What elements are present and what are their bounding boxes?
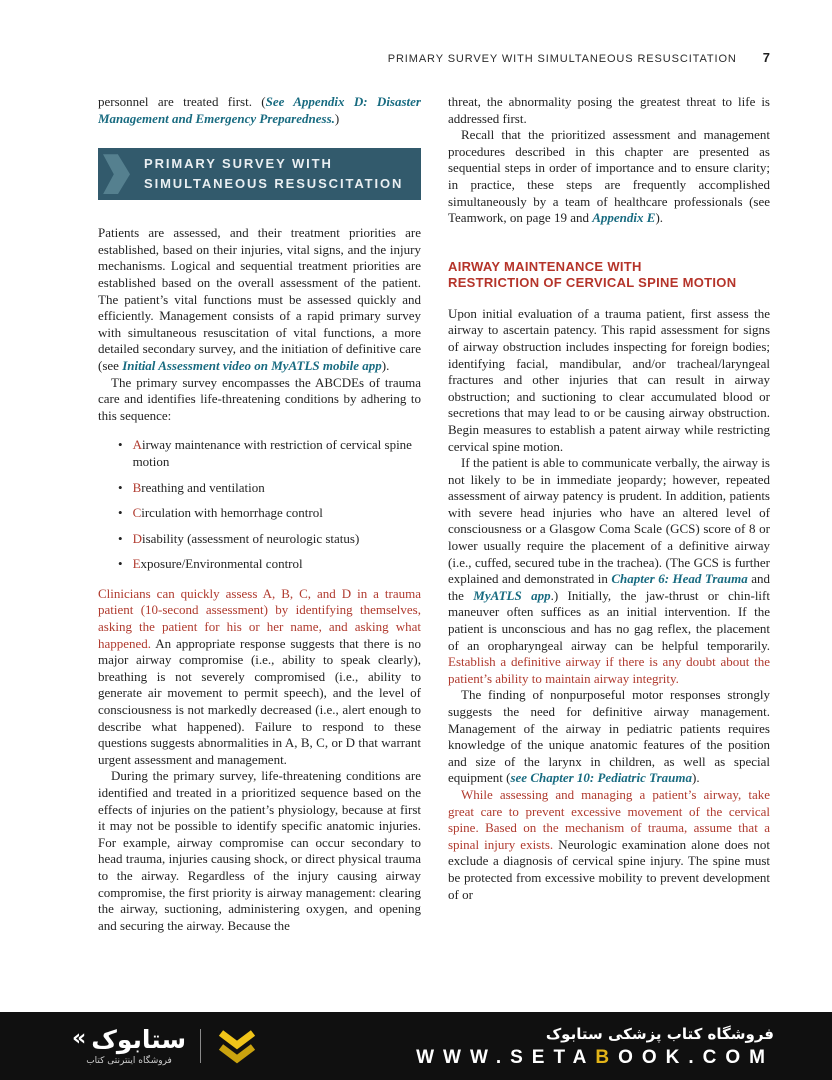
highlight-letter: E [132,556,141,572]
cross-reference: Initial Assessment video on MyATLS mobile app [122,357,382,373]
list-item [118,505,421,522]
banner-chevron-icon [103,154,130,194]
abcde-bullet-list [98,437,421,573]
text-segment: xposure/Environmental control [140,556,303,572]
bullet-icon [118,556,123,573]
paragraph [448,687,770,787]
paragraph-continued [448,94,770,127]
section-heading [448,259,770,291]
paragraph [448,787,770,903]
url-segment: OOK.COM [618,1047,774,1068]
bullet-icon [118,505,123,522]
brand-subtitle-farsi: فروشگاه اینترنتی کتاب [86,1055,172,1066]
left-column [98,94,421,996]
bullet-icon [118,437,123,470]
emphasis-text: Establish a definitive airway if there is any doubt about the patient’s ability to maintain airway integrity. [448,654,770,686]
list-item [118,480,421,497]
bullet-icon [118,531,123,548]
website-url [416,1048,774,1067]
setabook-emblem-icon [215,1026,259,1066]
cross-reference: Chapter 6: Head Trauma [611,571,748,587]
text-segment: An appropriate response suggests that there is no major airway compromise (i.e., ability to speak clearly), breathing is not severely compromised (i.e., ability to generate air movement to permit speech), and the level of consciousness is not markedly decreased (i.e., alert enough to describe what happened). Failure to respond to these questions suggests abnormalities in A, B, C, or D that warrant urgent assessment and management. [98,635,421,767]
paragraph [448,306,770,455]
text-segment: .) Initially, the jaw-thrust or chin-lift maneuver often suffices as an initial intervention. If the patient is unconscious and has no gag reflex, the placement of an oropharyngeal airway can be helpful temporarily. [448,587,770,653]
emphasis-text: While assessing and managing a patient’s airway, take great care to prevent excessive movement of the cervical spine. Based on the mechanism of trauma, assume that a spinal injury exists. [448,786,770,852]
section-heading-line1: AIRWAY MAINTENANCE WITH [448,258,642,274]
footer-tagline-farsi: فروشگاه کتاب پزشکی ستابوک [545,1025,774,1043]
paragraph [98,768,421,934]
highlight-letter: A [132,437,142,453]
bullet-text [133,505,323,522]
paragraph [448,455,770,687]
text-segment: If the patient is able to communicate verbally, the airway is not likely to be in immediate jeopardy; however, repeated assessment of airway patency is prudent. In addition, patients with severe head injuries who have an altered level of consciousness or a Glasgow Coma Scale (GCS) score of 8 or lower usually require the placement of a definitive airway (i.e., cuffed, secured tube in the trachea). (The GCS is further explained and demonstrated in [448,455,770,587]
cross-reference: see Chapter 10: Pediatric Trauma [510,770,692,786]
bullet-text [133,480,265,497]
text-segment: The finding of nonpurposeful motor responses strongly suggests the need for definitive airway management. Management of the airway in pediatric patients requires knowledge of the unique anatomic features of the position and size of the larynx in children, as well as special equipment ( [448,687,770,786]
highlight-letter: D [132,530,142,546]
right-column [448,94,770,996]
page-header [98,50,770,65]
page-number: 7 [762,50,770,65]
paragraph [98,375,421,425]
footer-divider [200,1029,201,1063]
text-segment: isability (assessment of neurologic status) [141,530,360,546]
footer-bar [0,1012,832,1080]
two-column-body [98,94,770,996]
setabook-logo [72,1026,259,1066]
text-segment: threat, the abnormality posing the greatest threat to life is addressed first. [448,94,770,126]
brand-name-farsi: ستابوک [91,1024,187,1054]
list-item [118,437,421,470]
section-banner [98,148,421,200]
text-segment: Recall that the prioritized assessment and management procedures described in this chapter are presented as sequential steps in order of importance and to ensure clarity; in practice, these steps are frequently accomplished simultaneously by a team of healthcare professionals (see Teamwork, on page 19 and [448,127,770,226]
bullet-text [133,437,421,470]
text-segment: and the [448,571,770,603]
cross-reference: See Appendix D: Disaster Management and Emergency Preparedness. [98,94,421,126]
banner-title-line1: PRIMARY SURVEY WITH [144,156,333,172]
text-segment: personnel are treated first. ( [98,94,266,109]
text-segment: Neurologic examination alone does not exclude a diagnosis of cervical spine injury. The spine must be protected from excessive mobility to prevent development of or [448,836,770,902]
text-segment: ). [691,770,700,786]
text-segment: irway maintenance with restriction of cervical spine motion [132,437,412,469]
list-item [118,531,421,548]
brand-chevron-icon: « [72,1026,87,1051]
paragraph [448,127,770,227]
url-accent-letter: B [595,1047,619,1068]
text-segment: ). [381,357,390,373]
text-segment: reathing and ventilation [141,479,265,495]
text-segment: irculation with hemorrhage control [141,505,323,521]
cross-reference: Appendix E [592,210,656,226]
paragraph [98,225,421,374]
running-head: PRIMARY SURVEY WITH SIMULTANEOUS RESUSCITATION [387,53,737,65]
footer-right [416,1025,774,1067]
highlight-letter: B [132,479,142,495]
text-segment: Patients are assessed, and their treatment priorities are established, based on their injuries, vital signs, and the injury mechanisms. Logical and sequential treatment priorities are established based on the overall assessment of the patient. The patient’s vital functions must be assessed quickly and efficiently. Management consists of a rapid primary survey with simultaneous resuscitation of vital functions, a more detailed secondary survey, and the initiation of definitive care (see [98,225,421,373]
cross-reference: MyATLS app [473,587,551,603]
paragraph [98,586,421,769]
bullet-text [133,556,303,573]
brand-wordmark [72,1024,187,1054]
list-item [118,556,421,573]
bullet-text [133,531,360,548]
paragraph-continued [98,94,421,127]
text-segment: During the primary survey, life-threatening conditions are identified and treated in a prioritized sequence based on the effects of injuries on the patient’s physiology, because at first it may not be possible to identify specific anatomic injuries. For example, airway compromise can occur secondary to head trauma, injuries causing shock, or direct physical trauma to the airway. Regardless of the injury causing airway compromise, the first priority is airway management: clearing the airway, suctioning, administering oxygen, and opening and securing the airway. Because the [98,768,421,933]
section-heading-line2: RESTRICTION OF CERVICAL SPINE MOTION [448,274,737,290]
text-segment: Upon initial evaluation of a trauma patient, first assess the airway to ascertain patency. This rapid assessment for signs of airway obstruction includes inspecting for foreign bodies; identifying facial, mandibular, and/or tracheal/laryngeal fractures and other injuries that can result in airway obstruction; and suctioning to clear accumulated blood or secretions that may lead to or be causing airway obstruction. Begin measures to establish a patent airway while restricting cervical spine motion. [448,305,770,454]
text-segment: The primary survey encompasses the ABCDEs of trauma care and identifies life-threatening conditions by adhering to this sequence: [98,374,421,423]
highlight-letter: C [132,505,142,521]
bullet-icon [118,480,123,497]
url-segment: WWW.SETA [416,1047,596,1068]
banner-title-line2: SIMULTANEOUS RESUSCITATION [144,175,404,191]
text-segment: ). [655,210,664,226]
text-segment: ) [334,110,340,126]
brand-block [72,1024,187,1066]
emphasis-text: Clinicians can quickly assess A, B, C, and D in a trauma patient (10-second assessment) by identifying themselves, asking the patient for his or her name, and asking what happened. [98,585,421,651]
